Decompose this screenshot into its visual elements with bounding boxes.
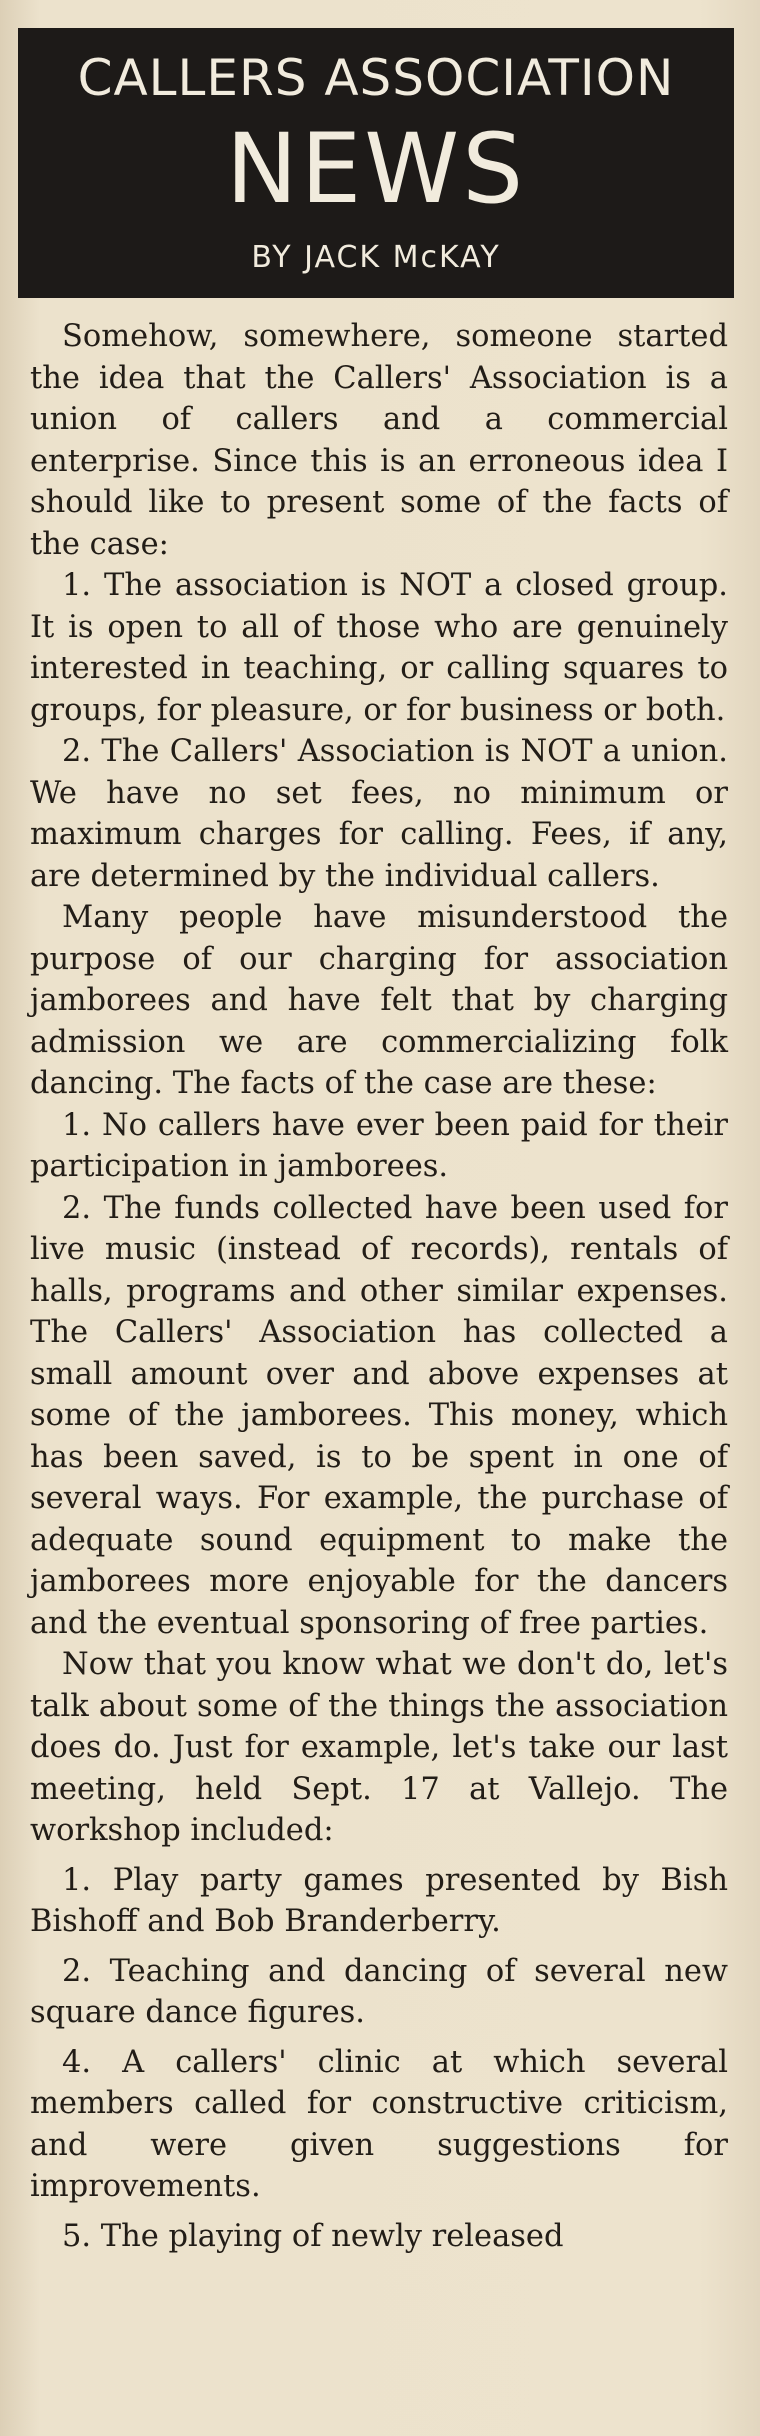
spacer (30, 1943, 728, 1951)
jamboree-fact-1: 1. No callers have ever been paid for their participation in jamborees. (30, 1107, 728, 1184)
header-title-news: NEWS (225, 113, 527, 225)
workshop-item-2: 2. Teaching and dancing of several new square dance figures. (30, 1953, 728, 2030)
jamboree-fact-2: 2. The funds collected have been used for live music (instead of records), rentals of halls, programs and other similar expenses. The Callers' Association has collected a small amount over and above expenses at some of the jamborees. This money, which has been saved, is to be spent in one of several ways. For example, the purchase of adequate sound equipment to make the jamborees more enjoyable for the dancers and the eventual sponsoring of free parties. (30, 1190, 728, 1641)
workshop-item-4: 4. A callers' clinic at which several members called for constructive criticism, and were given suggestions for improvements. (30, 2044, 728, 2204)
spacer (30, 2034, 728, 2042)
header-byline: BY JACK McKAY (251, 240, 501, 275)
fact-1: 1. The association is NOT a closed group. It is open to all of those who are genuinely interested in teaching, or calling squares to groups, for pleasure, or for business or both. (30, 568, 728, 728)
spacer (30, 1852, 728, 1860)
spacer (30, 2208, 728, 2216)
fact-2: 2. The Callers' Association is NOT a union. We have no set fees, no minimum or maximum charges for calling. Fees, if any, are determined by the individual callers. (30, 734, 728, 894)
article-body (30, 316, 728, 2257)
now-that-paragraph: Now that you know what we don't do, let's talk about some of the things the association does do. Just for example, let's take our last meeting, held Sept. 17 at Vallejo. The workshop included: (30, 1647, 728, 1848)
intro-paragraph: Somehow, somewhere, someone started the idea that the Callers' Association is a union of callers and a commercial enterprise. Since this is an erroneous idea I should like to present some of the facts of the case: (30, 319, 728, 562)
column-header (18, 28, 734, 298)
workshop-item-5: 5. The playing of newly released (62, 2218, 564, 2254)
misunderstood-paragraph: Many people have misunderstood the purpose of our charging for association jamborees and have felt that by charging admission we are commercializing folk dancing. The facts of the case are these: (30, 900, 728, 1101)
header-title-line1: CALLERS ASSOCIATION (77, 49, 675, 107)
workshop-item-1: 1. Play party games presented by Bish Bishoff and Bob Branderberry. (30, 1862, 728, 1939)
